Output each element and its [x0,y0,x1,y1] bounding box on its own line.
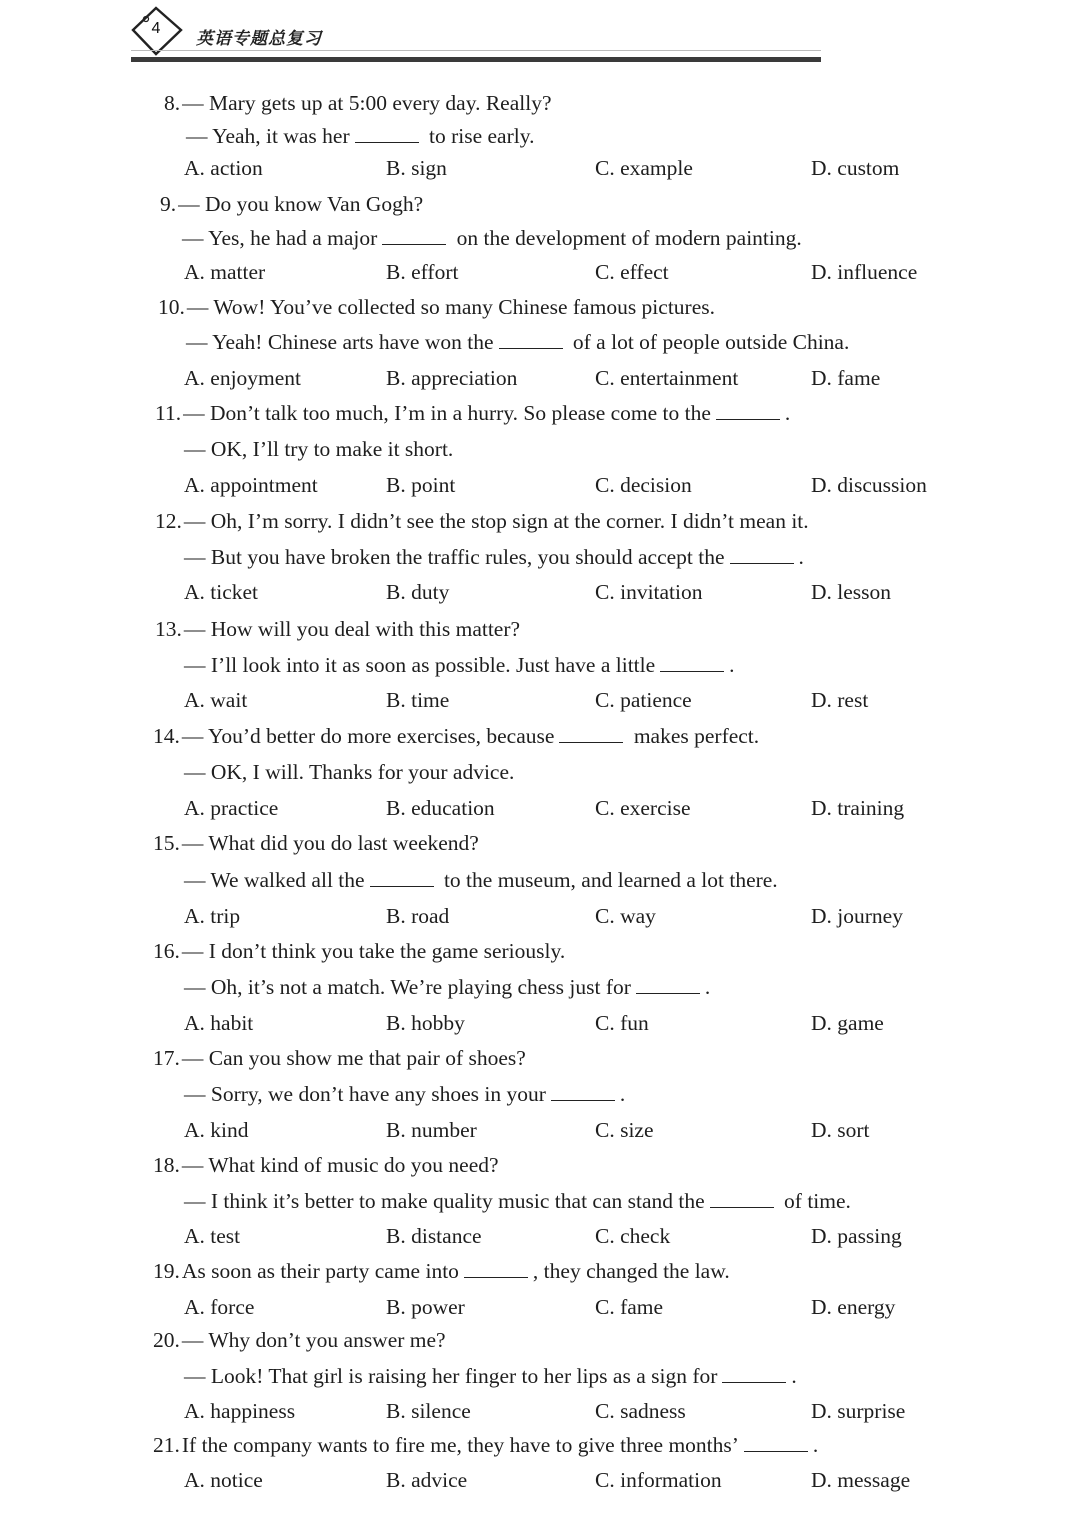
question-number: 21. [153,1433,180,1457]
question-number: 18. [153,1153,180,1177]
option-c: C. entertainment [595,366,739,390]
answer-blank [730,545,794,564]
question-text: — We walked all the [184,868,365,892]
option-c: C. effect [595,260,669,284]
option-a: A. matter [184,260,266,284]
question-text: — What did you do last weekend? [181,831,479,855]
question-text: — Mary gets up at 5:00 every day. Really? [182,91,552,115]
option-a: A. appointment [184,473,318,497]
question-text: , they changed the law. [532,1259,730,1283]
answer-blank [355,124,419,143]
question-17-line-1 [153,1045,526,1071]
question-18-line-2 [184,1188,851,1214]
question-text: If the company wants to fire me, they have to give three months’ [181,1433,739,1457]
question-number: 14. [153,724,180,748]
option-b: B. education [386,796,495,820]
question-17-line-2 [184,1081,625,1107]
option-b: B. road [386,904,450,928]
question-21-line-1 [153,1432,818,1458]
option-d: D. custom [811,156,900,180]
book-title: 英语专题总复习 [196,29,322,49]
question-11-line-1 [155,400,790,426]
option-a: A. enjoyment [184,366,302,390]
option-d: D. journey [811,904,903,928]
answer-blank [716,401,780,420]
answer-blank [559,724,623,743]
option-b: B. number [386,1118,477,1142]
question-text: . [704,975,711,999]
question-20-line-1 [153,1327,446,1353]
option-c: C. invitation [595,580,703,604]
question-text: of time. [778,1189,851,1213]
question-19-line-1 [153,1258,730,1284]
option-b: B. silence [386,1399,471,1423]
option-c: C. size [595,1118,654,1142]
question-text: . [619,1082,626,1106]
option-b: B. point [386,473,456,497]
question-10-line-2 [186,329,849,355]
question-text: — Yeah! Chinese arts have won the [186,330,494,354]
question-text: — Why don’t you answer me? [181,1328,446,1352]
question-number: 13. [155,617,182,641]
option-a: A. notice [184,1468,263,1492]
option-a: A. ticket [184,580,259,604]
option-d: D. training [811,796,905,820]
option-a: A. wait [184,688,248,712]
option-c: C. example [595,156,693,180]
option-d: D. message [811,1468,911,1492]
question-10-line-1 [158,294,715,320]
option-a: A. force [184,1295,255,1319]
question-number: 20. [153,1328,180,1352]
question-16-line-2 [184,974,710,1000]
question-text: — How will you deal with this matter? [183,617,521,641]
answer-blank [710,1189,774,1208]
question-text: — Yes, he had a major [182,226,378,250]
question-text: — OK, I’ll try to make it short. [184,437,454,461]
option-d: D. passing [811,1224,902,1248]
question-text: — Don’t talk too much, I’m in a hurry. So please come to the [183,401,711,425]
option-d: D. fame [811,366,881,390]
option-d: D. sort [811,1118,870,1142]
option-b: B. power [386,1295,465,1319]
question-text: — Oh, it’s not a match. We’re playing chess just for [184,975,631,999]
question-text: — I’ll look into it as soon as possible. Just have a little [184,653,656,677]
option-b: B. advice [386,1468,468,1492]
answer-blank [744,1433,808,1452]
answer-blank [551,1082,615,1101]
option-a: A. happiness [184,1399,296,1423]
option-d: D. game [811,1011,884,1035]
question-8-line-1 [164,90,552,116]
question-number: 15. [153,831,180,855]
option-b: B. appreciation [386,366,518,390]
question-13-line-1 [155,616,520,642]
question-13-line-2 [184,652,735,678]
question-text: . [791,1364,797,1388]
question-text: As soon as their party came into [181,1259,459,1283]
question-text: — But you have broken the traffic rules, you should accept the [184,545,725,569]
answer-blank [382,226,446,245]
option-b: B. distance [386,1224,482,1248]
question-text: of a lot of people outside China. [567,330,850,354]
question-18-line-1 [153,1152,499,1178]
question-text: — Do you know Van Gogh? [178,192,424,216]
question-15-line-2 [184,867,778,893]
question-12-line-2 [184,544,804,570]
option-a: A. kind [184,1118,249,1142]
question-number: 8. [164,91,181,115]
option-b: B. duty [386,580,450,604]
answer-blank [499,330,563,349]
question-text: — What kind of music do you need? [181,1153,499,1177]
question-number: 9. [160,192,177,216]
question-text: . [784,401,791,425]
question-text: . [798,545,804,569]
option-b: B. effort [386,260,459,284]
question-text: — I think it’s better to make quality music that can stand the [184,1189,705,1213]
question-14-line-2 [184,759,514,785]
question-text: on the development of modern painting. [451,226,802,250]
question-text: — I don’t think you take the game seriously. [181,939,566,963]
question-text: to the museum, and learned a lot there. [438,868,778,892]
question-number: 17. [153,1046,180,1070]
question-11-line-2 [184,436,453,462]
option-c: C. way [595,904,656,928]
answer-blank [660,653,724,672]
option-a: A. trip [184,904,241,928]
option-b: B. hobby [386,1011,465,1035]
option-c: C. patience [595,688,692,712]
question-number: 19. [153,1259,180,1283]
option-a: A. test [184,1224,241,1248]
option-c: C. information [595,1468,722,1492]
question-15-line-1 [153,830,479,856]
question-number: 12. [155,509,182,533]
option-c: C. sadness [595,1399,686,1423]
question-number: 16. [153,939,180,963]
question-number: 10. [158,295,185,319]
option-c: C. check [595,1224,671,1248]
question-text: — Yeah, it was her [186,124,350,148]
question-12-line-1 [155,508,809,534]
option-c: C. fame [595,1295,664,1319]
option-c: C. decision [595,473,692,497]
question-text: makes perfect. [628,724,760,748]
question-8-line-2 [186,123,534,149]
answer-blank [636,975,700,994]
option-a: A. habit [184,1011,254,1035]
option-d: D. lesson [811,580,892,604]
option-a: A. action [184,156,263,180]
option-c: C. exercise [595,796,691,820]
question-text: — Wow! You’ve collected so many Chinese famous pictures. [186,295,715,319]
question-20-line-2 [184,1363,797,1389]
option-b: B. sign [386,156,447,180]
question-text: — OK, I will. Thanks for your advice. [184,760,515,784]
question-text: — Oh, I’m sorry. I didn’t see the stop sign at the corner. I didn’t mean it. [183,509,809,533]
question-text: — Can you show me that pair of shoes? [181,1046,526,1070]
question-14-line-1 [153,723,759,749]
question-text: to rise early. [423,124,535,148]
option-c: C. fun [595,1011,649,1035]
option-d: D. influence [811,260,918,284]
option-b: B. time [386,688,450,712]
question-text: . [729,653,735,677]
question-text: . [812,1433,819,1457]
answer-blank [464,1259,528,1278]
answer-blank [370,868,434,887]
option-d: D. energy [811,1295,896,1319]
option-d: D. discussion [811,473,927,497]
option-d: D. rest [811,688,869,712]
question-text: — Sorry, we don’t have any shoes in your [184,1082,546,1106]
question-9-line-2 [182,225,802,251]
question-number: 11. [155,401,182,425]
option-a: A. practice [184,796,279,820]
question-text: — Look! That girl is raising her finger to her lips as a sign for [184,1364,718,1388]
question-9-line-1 [160,191,423,217]
question-16-line-1 [153,938,565,964]
question-text: — You’d better do more exercises, because [181,724,555,748]
answer-blank [722,1364,786,1383]
page-number: 4 [151,20,161,37]
option-d: D. surprise [811,1399,906,1423]
